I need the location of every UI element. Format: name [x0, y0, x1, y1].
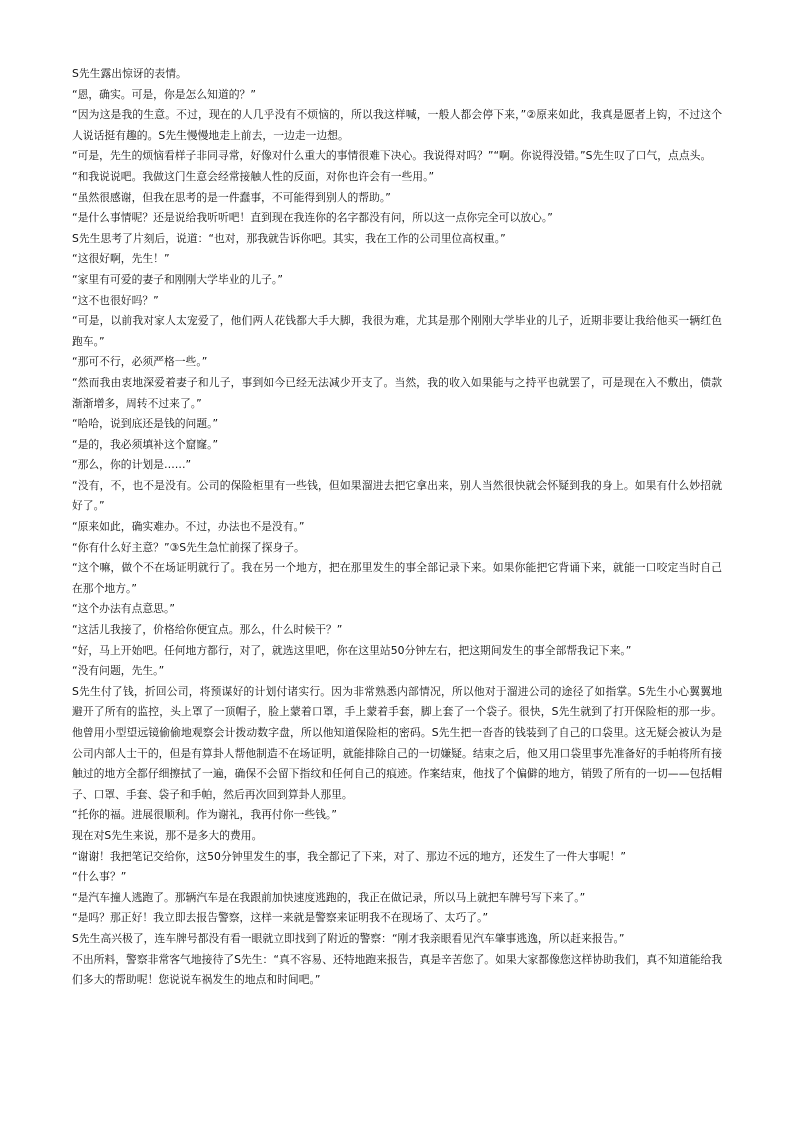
paragraph-19: “原来如此，确实难办。不过，办法也不是没有。”: [72, 520, 305, 534]
paragraph-24: “好，马上开始吧。任何地方都行，对了，就选这里吧，你在这里站50分钟左右，把这期间发生的事全部帮我记下来。”: [72, 643, 632, 657]
paragraph-28: 现在对S先生来说，那不是多大的费用。: [72, 828, 263, 842]
paragraph-8: S先生思考了片刻后，说道：“也对，那我就告诉你吧。其实，我在工作的公司里位高权重。”: [72, 231, 506, 245]
paragraph-10: “家里有可爱的妻子和刚刚大学毕业的儿子。”: [72, 272, 283, 286]
paragraph-13: “那可不行，必须严格一些。”: [72, 355, 208, 369]
paragraph-2: “恩，确实。可是，你是怎么知道的？”: [72, 87, 256, 101]
paragraph-30: “什么事？”: [72, 870, 127, 884]
paragraph-7: “是什么事情呢？还是说给我听听吧！直到现在我连你的名字都没有问，所以这一点你完全可以放心。”: [72, 211, 553, 225]
paragraph-33: S先生高兴极了，连车牌号都没有看一眼就立即找到了附近的警察：“刚才我亲眼看见汽车肇事逃逸，所以赶来报告。”: [72, 931, 625, 945]
paragraph-25: “没有问题，先生。”: [72, 664, 165, 678]
paragraph-5: “和我说说吧。我做这门生意会经常接触人性的反面，对你也许会有一些用。”: [72, 169, 435, 183]
paragraph-14: “然而我由衷地深爱着妻子和儿子，事到如今已经无法减少开支了。当然，我的收入如果能与之持平也就罢了，可是现在入不敷出，债款渐渐增多，周转不过来了。”: [72, 375, 722, 410]
paragraph-17: “那么，你的计划是……”: [72, 458, 192, 472]
paragraph-4: “可是，先生的烦恼看样子非同寻常，好像对什么重大的事情很难下决心。我说得对吗？”“啊。你说得没错。”S先生叹了口气，点点头。: [72, 149, 712, 163]
paragraph-26: S先生付了钱，折回公司，将预谋好的计划付诸实行。因为非常熟悉内部情况，所以他对于溜进公司的途径了如指掌。S先生小心翼翼地避开了所有的监控，头上罩了一顶帽子，脸上蒙着口罩，手上蒙着手套，脚上套了一个袋子。很快，S先生就到了打开保险柜的那一步。他曾用小型望远镜偷偷地观察会计拨动数字盘，所以他知道保险柜的密码。S先生把一沓沓的钱装到了自己的口袋里。这无疑会被认为是公司内部人士干的，但是有算卦人帮他制造不在场证明，就能排除自己的一切嫌疑。结束之后，他又用口袋里事先准备好的手帕将所有接触过的地方全都仔细擦拭了一遍，确保不会留下指纹和任何自己的痕迹。作案结束，他找了个偏僻的地方，销毁了所有的一切——包括帽子、口罩、手套、袋子和手帕，然后再次回到算卦人那里。: [72, 684, 722, 801]
paragraph-16: “是的，我必须填补这个窟窿。”: [72, 437, 219, 451]
paragraph-11: “这不也很好吗？”: [72, 293, 159, 307]
paragraph-31: “是汽车撞人逃跑了。那辆汽车是在我跟前加快速度逃跑的，我正在做记录，所以马上就把车牌号写下来了。”: [72, 890, 586, 904]
paragraph-12: “可是，以前我对家人太宠爱了，他们两人花钱都大手大脚，我很为难，尤其是那个刚刚大学毕业的儿子，近期非要让我给他买一辆红色跑车。”: [72, 314, 722, 348]
paragraph-18: “没有，不，也不是没有。公司的保险柜里有一些钱，但如果溜进去把它拿出来，别人当然很快就会怀疑到我的身上。如果有什么妙招就好了。”: [72, 478, 722, 513]
paragraph-15: “哈哈，说到底还是钱的问题。”: [72, 417, 219, 431]
document-body: [72, 64, 722, 991]
paragraph-23: “这活儿我接了，价格给你便宜点。那么，什么时候干？”: [72, 623, 343, 637]
paragraph-1: S先生露出惊讶的表情。: [72, 67, 187, 80]
paragraph-32: “是吗？那正好！我立即去报告警察，这样一来就是警察来证明我不在现场了、太巧了。”: [72, 911, 489, 925]
paragraph-9: “这很好啊，先生！”: [72, 252, 170, 266]
paragraph-34: 不出所料，警察非常客气地接待了S先生：“真不容易、还特地跑来报告，真是辛苦您了。如果大家都像您这样协助我们，真不知道能给我们多大的帮助呢！您说说车祸发生的地点和时间吧。”: [72, 952, 722, 987]
paragraph-6: “虽然很感谢，但我在思考的是一件蠢事，不可能得到别人的帮助。”: [72, 190, 391, 204]
paragraph-27: “托你的福。进展很顺利。作为谢礼，我再付你一些钱。”: [72, 808, 337, 822]
paragraph-3: “因为这是我的生意。不过，现在的人几乎没有不烦恼的，所以我这样喊，一般人都会停下来，”②原来如此，我真是愿者上钩，不过这个人说话挺有趣的。S先生慢慢地走上前去，一边走一边想。: [72, 108, 722, 142]
paragraph-22: “这个办法有点意思。”: [72, 602, 175, 616]
paragraph-21: “这个嘛，做个不在场证明就行了。我在另一个地方，把在那里发生的事全部记录下来。如果你能把它背诵下来，就能一口咬定当时自己在那个地方。”: [72, 561, 722, 595]
paragraph-20: “你有什么好主意？”③S先生急忙前探了探身子。: [72, 540, 305, 554]
paragraph-29: “谢谢！我把笔记交给你，这50分钟里发生的事，我全都记了下来，对了、那边不远的地方，还发生了一件大事呢！”: [72, 849, 626, 863]
